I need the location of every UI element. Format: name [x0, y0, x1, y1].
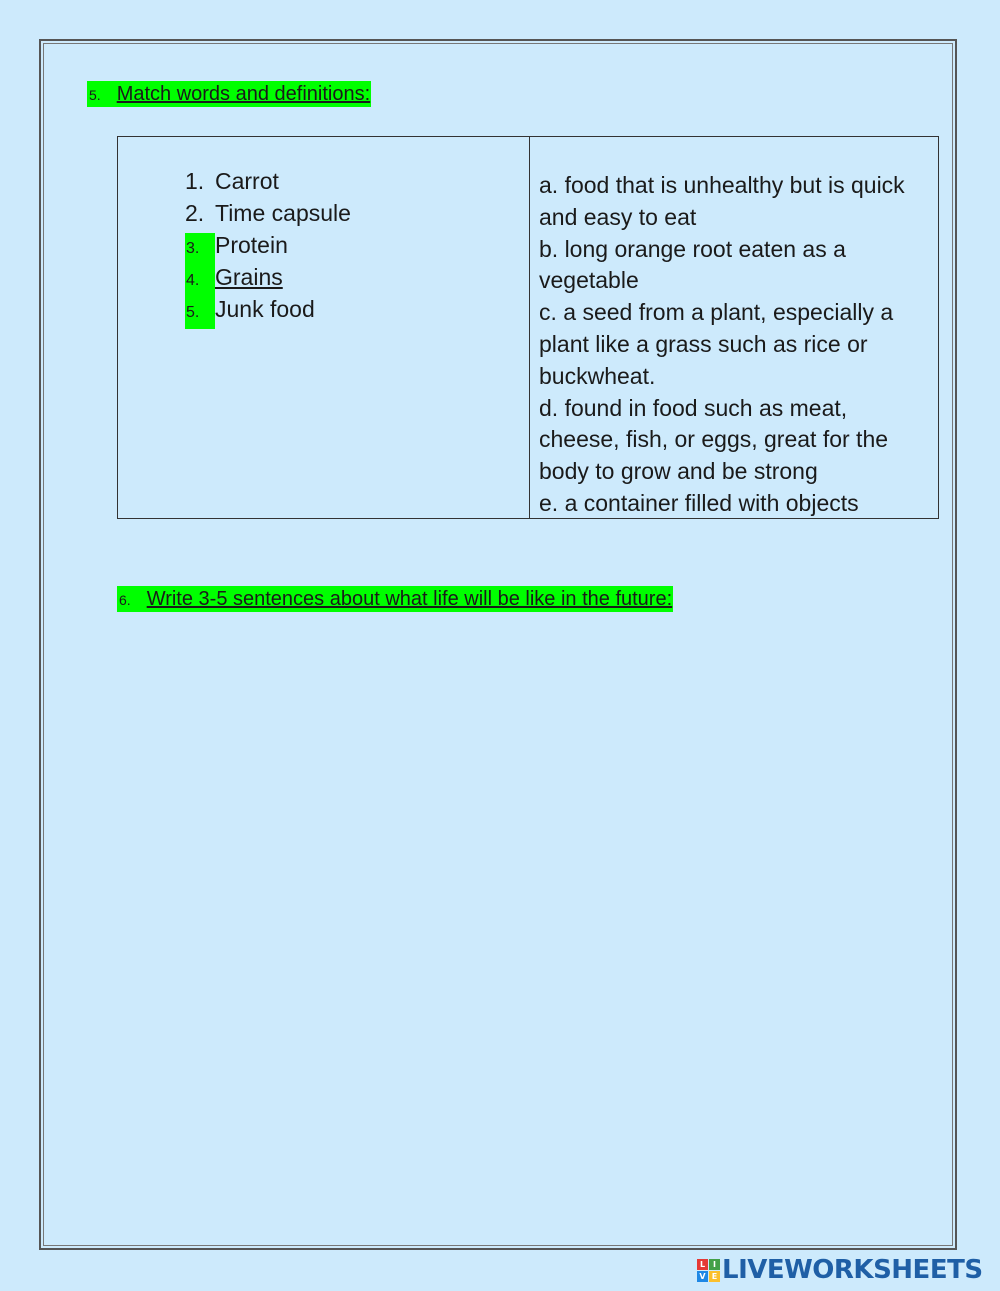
word-number: 3. [185, 233, 215, 265]
word-text: Carrot [215, 168, 279, 194]
logo-block: L [697, 1259, 708, 1270]
question-5-title: Match words and definitions: [116, 83, 371, 105]
definition-line: b. long orange root eaten as a [539, 235, 846, 262]
word-number: 5. [185, 297, 215, 329]
definition-line: buckwheat. [539, 362, 656, 389]
definition-line: plant like a grass such as rice or [539, 330, 868, 357]
word-item-carrot[interactable] [185, 165, 351, 197]
question-5-number: 5. [87, 81, 117, 107]
logo-text: LIVEWORKSHEETS [722, 1255, 983, 1285]
words-column [118, 137, 530, 518]
question-6-heading [117, 586, 673, 612]
definition-line: c. a seed from a plant, especially a [539, 299, 894, 326]
liveworksheets-logo [697, 1256, 983, 1284]
logo-block: V [697, 1271, 708, 1282]
word-text: Junk food [215, 296, 315, 322]
word-item-grains[interactable] [185, 261, 351, 293]
matching-table [117, 136, 939, 519]
logo-block: I [709, 1259, 720, 1270]
word-item-junk-food[interactable] [185, 293, 351, 325]
logo-blocks-icon [697, 1259, 720, 1282]
question-5-heading [87, 81, 371, 107]
word-item-time-capsule[interactable] [185, 197, 351, 229]
word-item-protein[interactable] [185, 229, 351, 261]
definition-line: cheese, fish, or eggs, great for the [539, 426, 889, 453]
word-text: Time capsule [215, 200, 351, 226]
definitions-column [530, 137, 938, 518]
logo-block: E [709, 1271, 720, 1282]
definition-line: a. food that is unhealthy but is quick [539, 172, 905, 198]
definition-line: body to grow and be strong [539, 458, 818, 485]
definition-line: d. found in food such as meat, [539, 394, 848, 421]
word-text: Grains [215, 264, 283, 290]
definition-line: and easy to eat [539, 203, 697, 230]
definition-line: vegetable [539, 267, 639, 294]
word-list [185, 165, 351, 325]
word-number: 2. [185, 200, 205, 226]
word-number: 4. [185, 265, 215, 297]
question-6-title: Write 3-5 sentences about what life will be like in the future: [146, 588, 673, 610]
question-6-number: 6. [117, 586, 147, 612]
word-text: Protein [215, 232, 288, 258]
word-number: 1. [185, 168, 205, 194]
definition-line: e. a container filled with objects [539, 489, 859, 516]
